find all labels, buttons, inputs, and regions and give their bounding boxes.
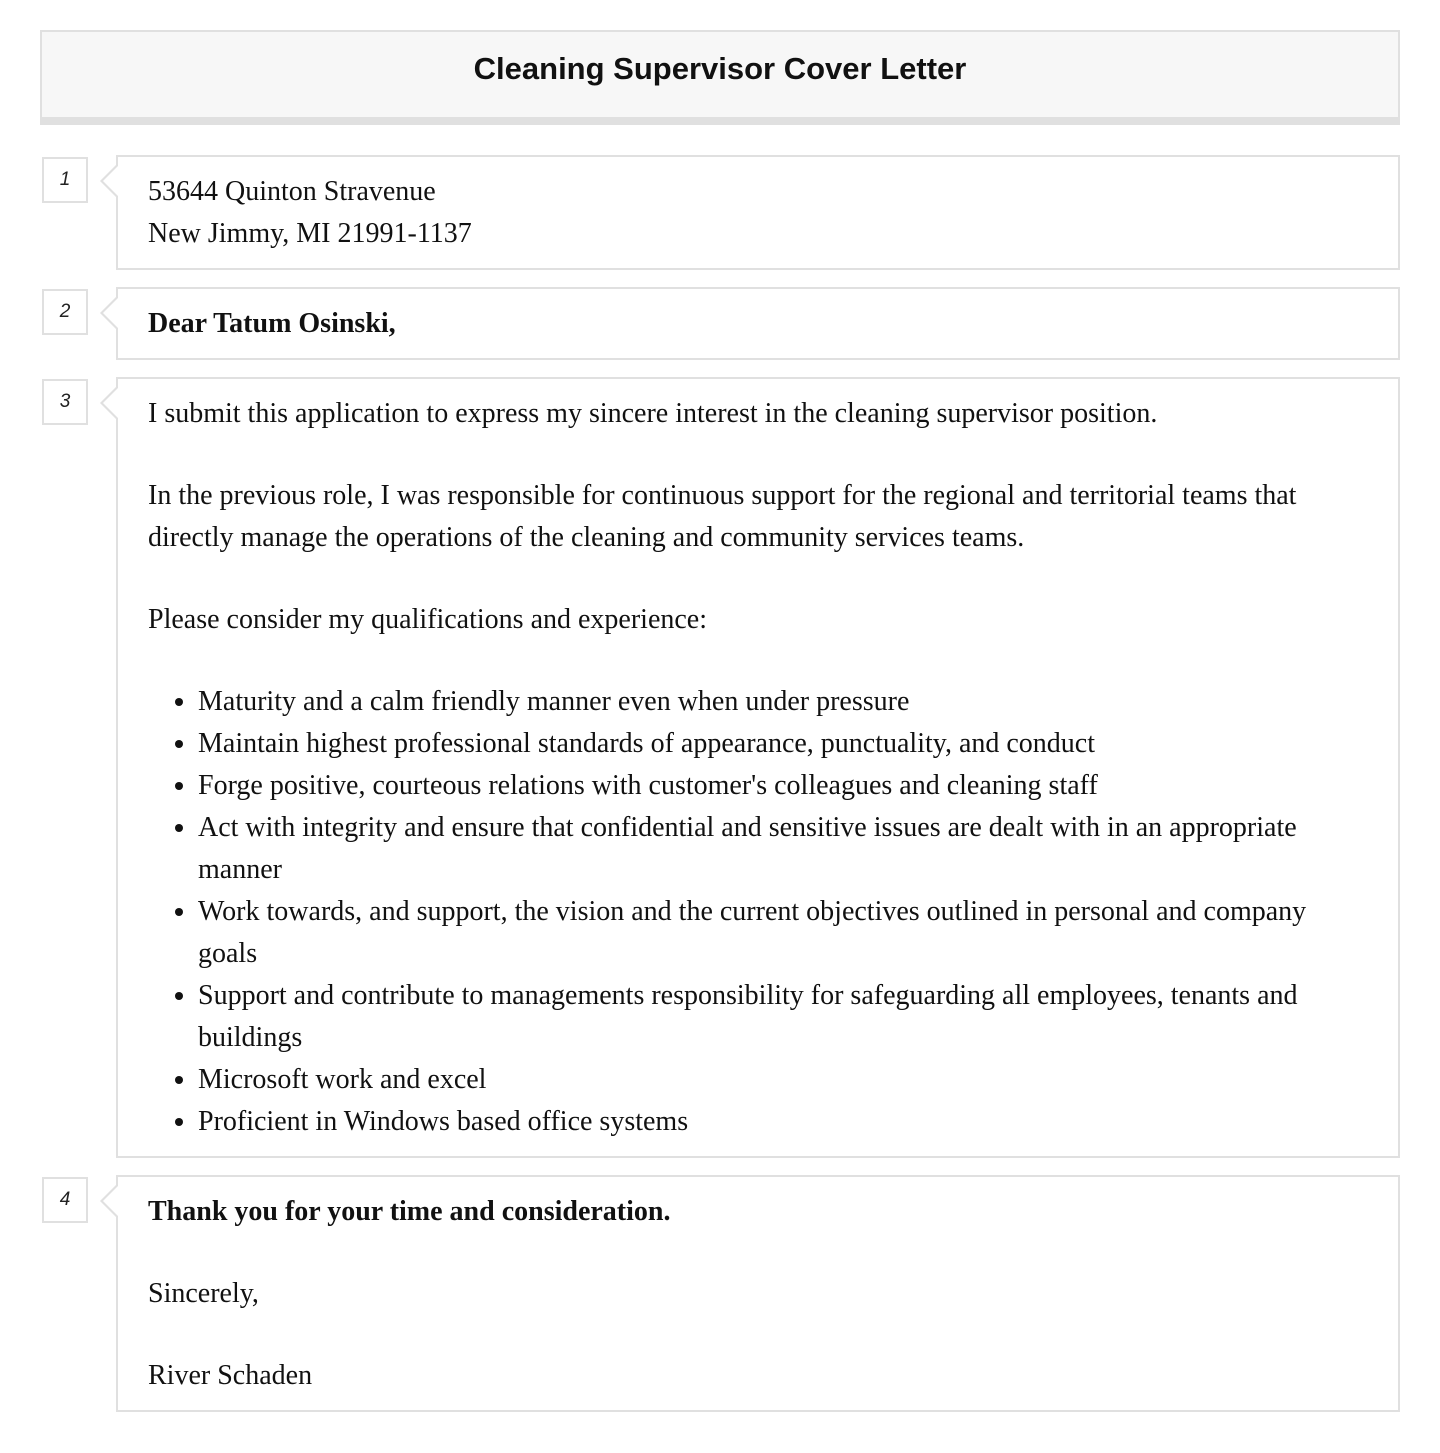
address-city-line: New Jimmy, MI 21991-1137 bbox=[148, 218, 472, 249]
closing-block bbox=[116, 1175, 1400, 1412]
closing-thanks: Thank you for your time and consideration. bbox=[148, 1196, 671, 1227]
section-address bbox=[40, 155, 1400, 270]
body-previous-role: In the previous role, I was responsible for continuous support for the regional and territorial teams that directly manage the operations of the cleaning and community services teams. bbox=[148, 480, 1297, 553]
address-street: 53644 Quinton Stravenue bbox=[148, 176, 436, 207]
address-block bbox=[116, 155, 1400, 270]
list-item: • Maintain highest professional standards of appearance, punctuality, and conduct bbox=[198, 723, 1368, 765]
list-item: • Work towards, and support, the vision and the current objectives outlined in personal and company goals bbox=[198, 891, 1368, 975]
list-item: • Microsoft work and excel bbox=[198, 1059, 1368, 1101]
section-greeting bbox=[40, 287, 1400, 360]
section-body bbox=[40, 377, 1400, 1158]
page-title: Cleaning Supervisor Cover Letter bbox=[473, 50, 967, 86]
list-item: • Support and contribute to managements responsibility for safeguarding all employees, tenants and buildings bbox=[198, 975, 1368, 1059]
body-block bbox=[116, 377, 1400, 1158]
list-item: • Act with integrity and ensure that confidential and sensitive issues are dealt with in an appropriate manner bbox=[198, 807, 1368, 891]
list-item: • Maturity and a calm friendly manner even when under pressure bbox=[198, 681, 1368, 723]
list-item: • Proficient in Windows based office systems bbox=[198, 1101, 1368, 1143]
section-number: 4 bbox=[42, 1177, 88, 1223]
qualifications-list bbox=[148, 681, 1368, 1143]
closing-signoff: Sincerely, bbox=[148, 1278, 259, 1309]
section-number: 3 bbox=[42, 379, 88, 425]
section-number: 2 bbox=[42, 289, 88, 335]
qualifications-intro: Please consider my qualifications and experience: bbox=[148, 604, 708, 635]
cover-letter-page bbox=[40, 30, 1400, 1412]
section-number: 1 bbox=[42, 157, 88, 203]
greeting-text: Dear Tatum Osinski, bbox=[148, 308, 396, 339]
title-bar bbox=[40, 30, 1400, 125]
greeting-block bbox=[116, 287, 1400, 360]
signature-name: River Schaden bbox=[148, 1360, 313, 1391]
section-closing bbox=[40, 1175, 1400, 1412]
body-intro: I submit this application to express my sincere interest in the cleaning supervisor position. bbox=[148, 398, 1158, 429]
list-item: • Forge positive, courteous relations with customer's colleagues and cleaning staff bbox=[198, 765, 1368, 807]
